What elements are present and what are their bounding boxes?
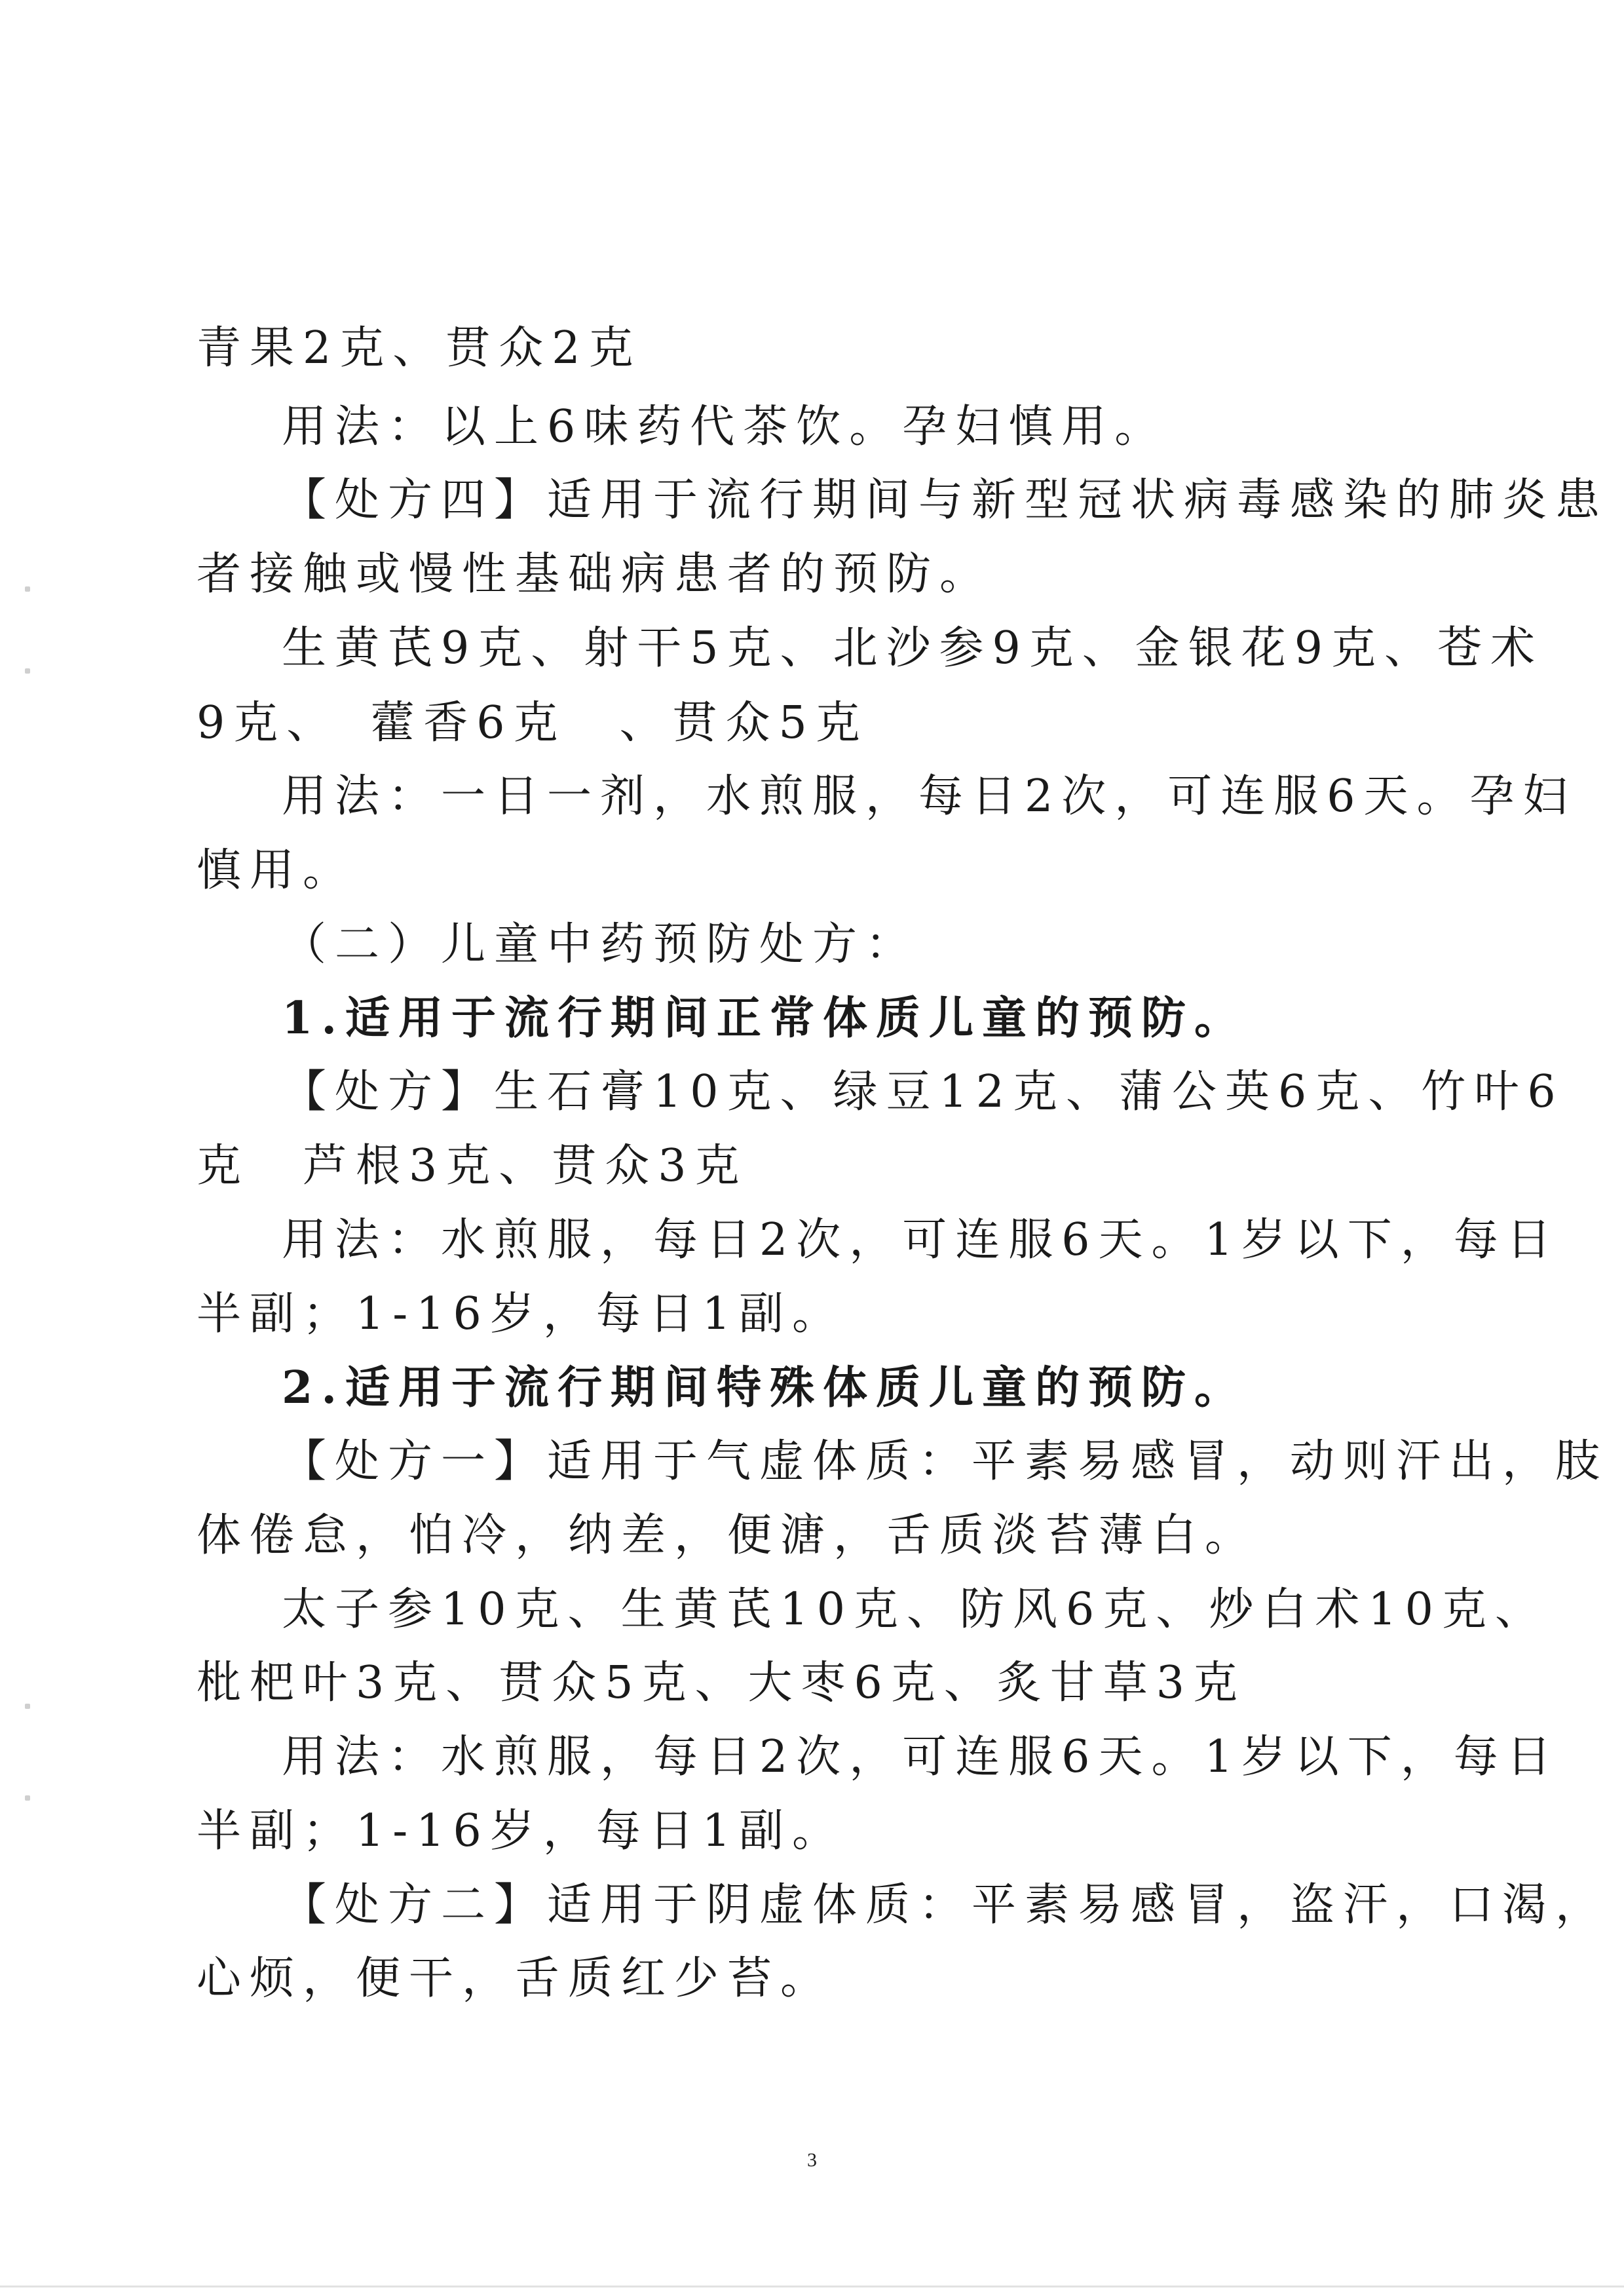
text-line: 【处方二】适用于阴虚体质：平素易感冒，盗汗，口渴， (282, 1879, 1609, 1931)
text-line: 克 芦根3克、贯众3克 (197, 1140, 748, 1192)
text-line: 用法：一日一剂，水煎服，每日2次，可连服6天。孕妇 (282, 771, 1576, 822)
text-line: 用法：水煎服，每日2次，可连服6天。1岁以下，每日 (282, 1214, 1560, 1266)
text-line: 用法：水煎服，每日2次，可连服6天。1岁以下，每日 (282, 1731, 1560, 1783)
text-line: 心烦，便干，舌质红少苔。 (197, 1953, 834, 2004)
page-number: 3 (807, 2149, 817, 2171)
subsection-heading: 1.适用于流行期间正常体质儿童的预防。 (282, 992, 1247, 1044)
scan-mark (25, 1704, 30, 1709)
text-line: 青果2克、贯众2克 (197, 322, 642, 374)
scan-mark (25, 1795, 30, 1801)
section-heading: （二）儿童中药预防处方： (282, 919, 919, 970)
subsection-heading: 2.适用于流行期间特殊体质儿童的预防。 (282, 1362, 1247, 1414)
text-line: 生黄芪9克、射干5克、北沙参9克、金银花9克、苍术 (282, 622, 1544, 674)
text-line: 9克、 藿香6克 、贯众5克 (197, 697, 869, 749)
text-line: 半副；1-16岁，每日1副。 (197, 1288, 846, 1340)
text-line: 慎用。 (197, 845, 356, 896)
scan-edge (0, 2286, 1624, 2287)
text-line: 【处方四】适用于流行期间与新型冠状病毒感染的肺炎患 (282, 474, 1609, 526)
text-line: 枇杷叶3克、贯众5克、大枣6克、炙甘草3克 (197, 1657, 1247, 1709)
text-line: 者接触或慢性基础病患者的预防。 (197, 548, 993, 600)
text-line: 【处方】生石膏10克、绿豆12克、蒲公英6克、竹叶6 (282, 1066, 1564, 1118)
text-line: 【处方一】适用于气虚体质：平素易感冒，动则汗出，肢 (282, 1436, 1609, 1487)
text-line: 太子参10克、生黄芪10克、防风6克、炒白术10克、 (282, 1584, 1548, 1636)
text-line: 用法：以上6味药代茶饮。孕妇慎用。 (282, 401, 1168, 453)
scan-mark (25, 668, 30, 674)
scan-mark (25, 586, 30, 592)
text-line: 体倦怠，怕冷，纳差，便溏，舌质淡苔薄白。 (197, 1510, 1258, 1561)
text-line: 半副；1-16岁，每日1副。 (197, 1805, 846, 1857)
